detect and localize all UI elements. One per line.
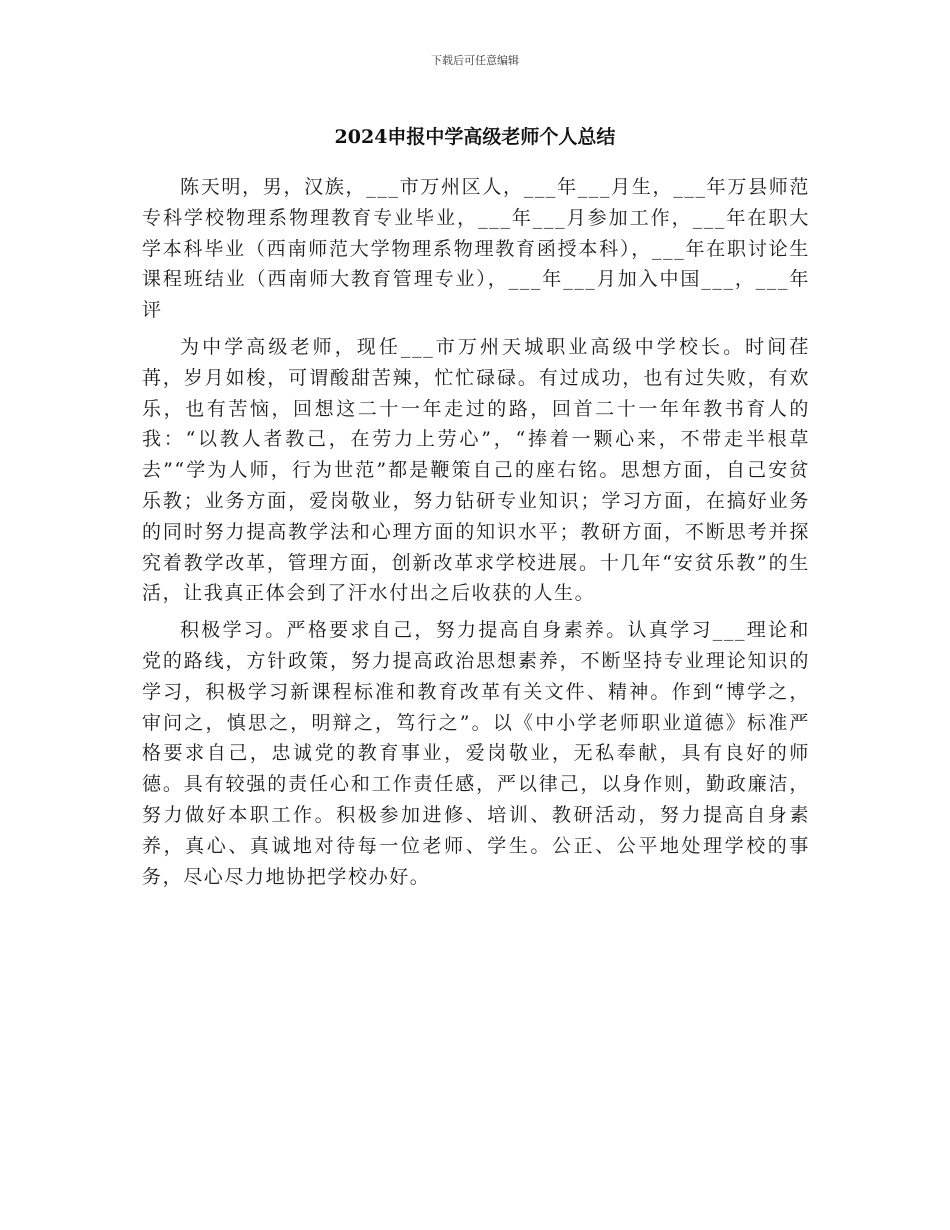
document-body [142, 172, 810, 898]
paragraph-personal-info: 陈天明，男，汉族，___市万州区人，___年___月生，___年万县师范专科学校物理系物理教育专业毕业，___年___月参加工作，___年在职大学本科毕业（西南师范大学物理系物理教育函授本科），___年在职讨论生课程班结业（西南师大教育管理专业），___年___月加入中国___，___年评 [142, 176, 810, 322]
paragraph-career-reflection: 为中学高级老师，现任___市万州天城职业高级中学校长。时间荏苒，岁月如梭，可谓酸甜苦辣，忙忙碌碌。有过成功，也有过失败，有欢乐，也有苦恼，回想这二十一年走过的路，回首二十一年年教书育人的我：“以教人者教己，在劳力上劳心”，“捧着一颗心来，不带走半根草去”“学为人师，行为世范”都是鞭策自己的座右铭。思想方面，自己安贫乐教；业务方面，爱岗敬业，努力钻研专业知识；学习方面，在搞好业务的同时努力提高教学法和心理方面的知识水平；教研方面，不断思考并探究着教学改革，管理方面，创新改革求学校进展。十几年“安贫乐教”的生活，让我真正体会到了汗水付出之后收获的人生。 [142, 335, 810, 605]
document-title: 2024申报中学高级老师个人总结 [334, 126, 616, 148]
header-note: 下载后可任意编辑 [431, 54, 519, 67]
paragraph-active-learning: 积极学习。严格要求自己，努力提高自身素养。认真学习___理论和党的路线，方针政策，努力提高政治思想素养，不断坚持专业理论知识的学习，积极学习新课程标准和教育改革有关文件、精神。作到“博学之，审问之，慎思之，明辩之，笃行之”。以《中小学老师职业道德》标准严格要求自己，忠诚党的教育事业，爱岗敬业，无私奉献，具有良好的师德。具有较强的责任心和工作责任感，严以律己，以身作则，勤政廉洁，努力做好本职工作。积极参加进修、培训、教研活动，努力提高自身素养，真心、真诚地对待每一位老师、学生。公正、公平地处理学校的事务，尽心尽力地协把学校办好。 [142, 619, 810, 888]
